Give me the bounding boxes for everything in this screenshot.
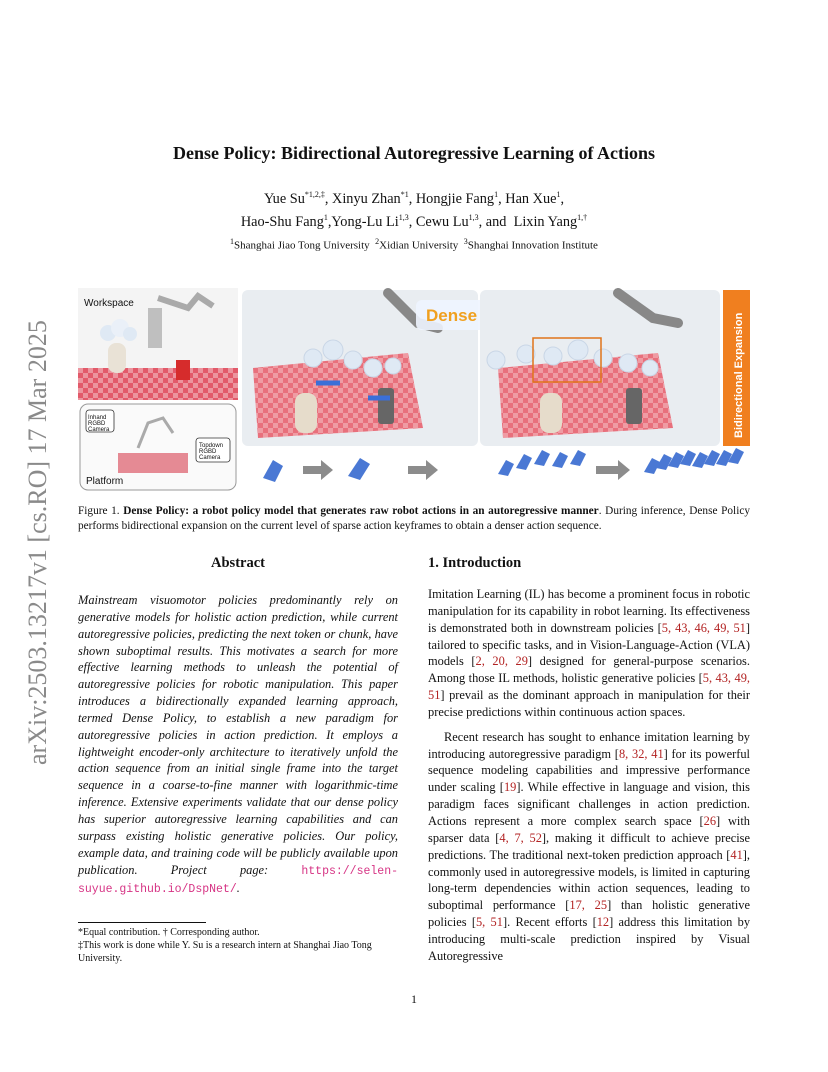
abstract-heading: Abstract xyxy=(211,555,265,571)
citation-link[interactable]: 19 xyxy=(503,780,517,795)
platform-diagram xyxy=(80,404,236,490)
intro-text-segment: ] tailored to specific tasks, and in Vision-Language-Action (VLA) models [ xyxy=(428,620,751,669)
citation-link[interactable]: 26 xyxy=(703,813,717,828)
citation-link[interactable]: 5, 43, 46, 49, 51 xyxy=(661,620,746,635)
bidirectional-expansion-bar xyxy=(723,290,750,446)
abstract-body: Mainstream visuomotor policies predominantly rely on generative models for holistic action prediction, while current autoregressive policies, predicting the next token or chunk, have shown suboptimal results. This motivates a search for more effective learning methods to unleash the potential of autoregressive policies for robotic manipulation. This paper introduces a bidirectionally expanded learning approach, termed Dense Policy, to establish a new paradigm for autoregressive policies in action prediction. It employs a lightweight encoder-only architecture to iteratively unfold the action sequence from an initial single frame into the target sequence in a coarse-to-fine manner with logarithmic-time inference. Extensive experiments validate that our dense policy has superior autoregressive learning capabilities and can surpass existing holistic generative policies. Our policy, example data, and training code will be publicly available upon publication. Project page: https://selen-suyue.github.io/DspNet/. xyxy=(78,593,398,897)
svg-text:Dense: Dense xyxy=(426,306,478,325)
citation-link[interactable]: 4, 7, 52 xyxy=(499,830,542,845)
svg-text:Camera: Camera xyxy=(199,455,221,461)
svg-text:RGBD: RGBD xyxy=(88,421,106,427)
paper-title: Dense Policy: Bidirectional Autoregressive Learning of Actions xyxy=(173,143,655,163)
intro-text-segment: ] than holistic generative policies [ xyxy=(428,898,750,930)
introduction-body xyxy=(428,586,750,965)
workspace-photo xyxy=(78,288,238,400)
project-page-link[interactable]: https://selen-suyue.github.io/DspNet/ xyxy=(78,864,398,897)
figure-caption: Figure 1. Dense Policy: a robot policy model that generates raw robot actions in an autoregressive manner. During inference, Dense Policy performs bidirectional expansion on the current level of sparse action keyframes to obtain a denser action sequence. xyxy=(78,505,750,533)
intro-text-segment: ] address this limitation by introducing multi-scale prediction inspired by Visual Autoregressive xyxy=(428,915,751,963)
citation-link[interactable]: 41 xyxy=(730,847,743,862)
intro-text-segment: ], commonly used in autoregressive models, is limited in capturing long-term dependencies within action sequences, leading to suboptimal performance [ xyxy=(428,847,750,913)
citation-link[interactable]: 2, 20, 29 xyxy=(475,654,528,669)
action-sequence-row xyxy=(263,448,744,482)
arxiv-stamp xyxy=(6,300,64,770)
affiliations: $^1$Shanghai Jiao Tong University $^2$Xidian University $^3$Shanghai Innovation Institute xyxy=(230,237,598,252)
footnote-equal-contribution: *Equal contribution. † Corresponding author. xyxy=(78,927,260,938)
citation-link[interactable]: 8, 32, 41 xyxy=(618,746,664,761)
authors-line-1: Yue $Su^{*1,2,\ddagger}$, Xinyu Zhan$^{*1}$, Hongjie Fang$^1$, Han Xue$^1$, xyxy=(263,190,565,207)
citation-link[interactable]: 5, 43, 49, 51 xyxy=(428,671,750,703)
svg-text:Camera: Camera xyxy=(88,427,110,433)
intro-text-segment: ] designed for general-purpose scenarios. Among those IL methods, holistic generative policies [ xyxy=(428,654,750,686)
intro-paragraph-1 xyxy=(428,586,750,721)
svg-text:Topdown: Topdown xyxy=(199,443,224,449)
svg-text:RGBD: RGBD xyxy=(199,449,217,455)
intro-text-segment: ]. While effective in language and vision, this paradigm faces significant challenges in action prediction. Actions represent a more complex search space [ xyxy=(428,780,750,828)
introduction-heading: 1. Introduction xyxy=(428,555,522,571)
authors-line-2: Hao-Shu Fang$^1$,Yong-Lu Li$^{1,3}$, Cewu Lu$^{1,3}$, and Lixin Yang$^{1,\dagger}$ xyxy=(240,213,588,230)
svg-text:arXiv:2503.13217v1 [cs.RO] 1: arXiv:2503.13217v1 [cs.RO] 17 Mar 2025 xyxy=(23,320,52,765)
scene-panel-right xyxy=(480,290,720,446)
citation-link[interactable]: 5, 51 xyxy=(475,915,503,930)
citation-link[interactable]: 17, 25 xyxy=(569,898,608,913)
intro-text-segment: ] for its powerful sequence modeling capabilities and impressive performance under scaling [ xyxy=(428,746,750,795)
workspace-label: Workspace xyxy=(84,298,134,309)
svg-text:Bidirectional Expansion: Bidirectional Expansion xyxy=(733,312,745,438)
intro-text-segment: ] with sparser data [ xyxy=(428,813,750,845)
platform-label: Platform xyxy=(86,476,124,487)
footnote-rule xyxy=(78,922,206,923)
intro-text-segment: ]. Recent efforts [ xyxy=(502,915,597,930)
intro-text-segment: Recent research has sought to enhance imitation learning by introducing autoregressive paradigm [ xyxy=(428,729,750,761)
citation-link[interactable]: 12 xyxy=(596,915,610,930)
svg-text:Inhand: Inhand xyxy=(88,415,107,421)
intro-text-segment: Imitation Learning (IL) has become a prominent focus in robotic manipulation for its capability in robot learning. Its effectiveness is demonstrated both in downstream policies [ xyxy=(428,587,750,635)
figure-1 xyxy=(78,288,750,493)
intro-text-segment: ] prevail as the dominant approach in manipulation for their precise predictions within continuous action spaces. xyxy=(428,688,750,719)
footnote-internship: ‡This work is done while Y. Su is a research intern at Shanghai Jiao Tong University. xyxy=(78,940,372,964)
intro-paragraph-2 xyxy=(428,729,750,965)
page-number: 1 xyxy=(411,992,417,1006)
intro-text-segment: ], making it difficult to achieve precise predictions. The traditional next-token prediction approach [ xyxy=(428,830,751,862)
